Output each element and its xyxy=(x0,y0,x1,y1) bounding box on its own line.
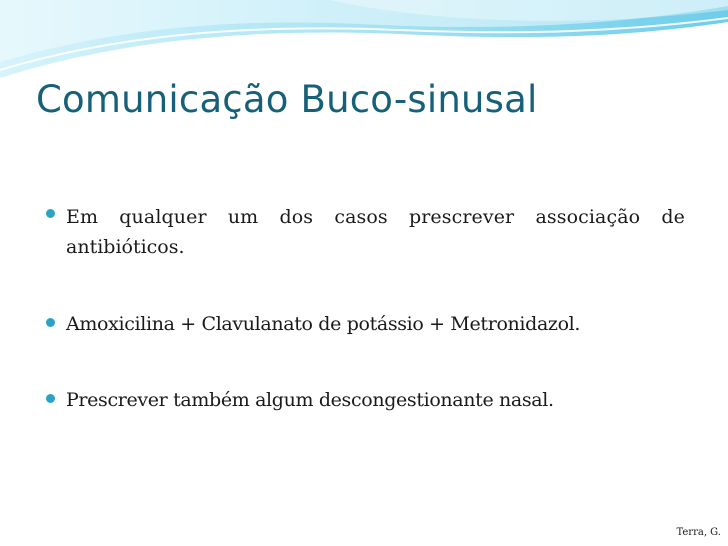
bullet-text-line: antibióticos. xyxy=(66,236,185,258)
bullet-dot-icon xyxy=(46,318,55,327)
bullet-dot-icon xyxy=(46,394,55,403)
header-wave-decoration xyxy=(0,0,728,90)
slide-title: Comunicação Buco-sinusal xyxy=(36,78,538,121)
bullet-item xyxy=(45,311,685,337)
bullet-list xyxy=(45,202,685,413)
bullet-dot-icon xyxy=(46,209,55,218)
footer-author: Terra, G. xyxy=(676,527,721,538)
bullet-item xyxy=(45,387,685,413)
bullet-text: Prescrever também algum descongestionante nasal. xyxy=(66,389,554,411)
bullet-text: Amoxicilina + Clavulanato de potássio + Metronidazol. xyxy=(66,313,581,335)
bullet-item xyxy=(45,202,685,262)
bullet-text-line: Em qualquer um dos casos prescrever associação de xyxy=(66,206,685,228)
